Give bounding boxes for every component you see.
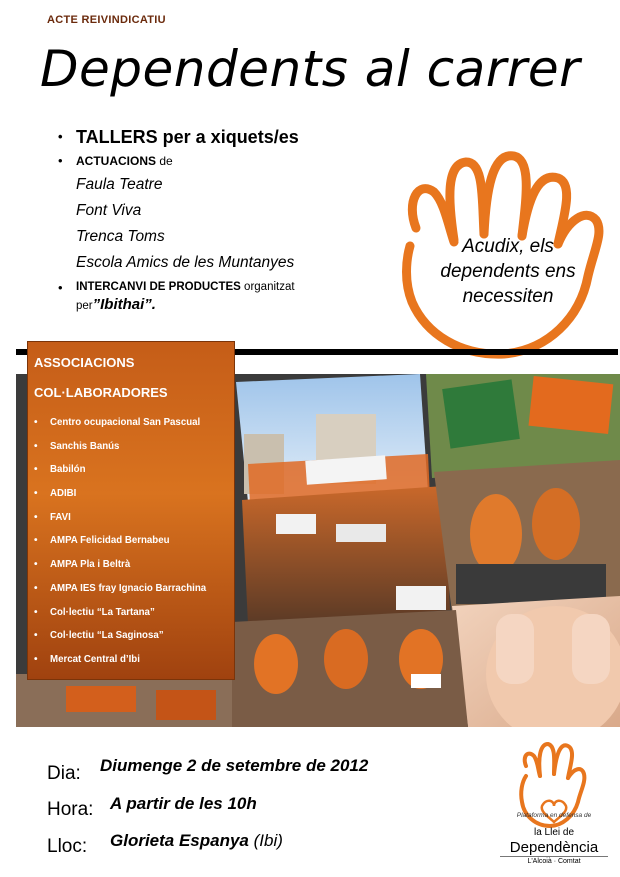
place-label: Lloc: [47, 836, 88, 857]
place-name: Glorieta Espanya [110, 831, 249, 850]
associations-heading-line: COL·LABORADORES [34, 385, 168, 400]
performer-item: Font Viva [76, 202, 142, 219]
slogan-line: Acudix, els [462, 236, 554, 257]
program-item-intercanvi [58, 276, 363, 315]
slogan-line: necessiten [462, 286, 554, 307]
program-list [58, 124, 363, 315]
date-value: Diumenge 2 de setembre de 2012 [100, 756, 369, 775]
intercanvi-label: INTERCANVI DE PRODUCTES [76, 281, 241, 293]
logo-location: L'Alcoià · Comtat [500, 856, 608, 865]
poster-title: Dependents al carrer [40, 40, 581, 98]
slogan [408, 234, 608, 309]
associations-list [30, 412, 232, 673]
association-item: • ADIBI [30, 483, 232, 507]
logo-name-line1: la Llei de [533, 827, 575, 838]
performer-item: Trenca Toms [76, 228, 165, 245]
intercanvi-suffix: organitzat per [76, 281, 295, 312]
association-item: • Col·lectiu “La Tartana” [30, 602, 232, 626]
performer-item: Escola Amics de les Muntanyes [76, 254, 295, 271]
association-item: • AMPA Felicidad Bernabeu [30, 530, 232, 554]
logo-name [500, 822, 608, 855]
associations-heading-line: ASSOCIACIONS [34, 355, 135, 370]
program-item-actuacions [58, 150, 363, 172]
association-item: • AMPA IES fray Ignacio Barrachina [30, 578, 232, 602]
intercanvi-organizer: ”Ibithai”. [92, 296, 156, 313]
association-item: • Babilón [30, 459, 232, 483]
actuacions-label: ACTUACIONS [76, 154, 156, 168]
performer-item: Faula Teatre [76, 176, 163, 193]
date-label: Dia: [47, 763, 81, 784]
slogan-line: dependents ens [440, 261, 576, 282]
logo-name-line2: Dependència [509, 839, 599, 856]
association-item: • Col·lectiu “La Saginosa” [30, 625, 232, 649]
association-item: • Mercat Central d’Ibi [30, 649, 232, 673]
place-value [110, 831, 283, 851]
association-item: • Sanchis Banús [30, 436, 232, 460]
event-type-label: ACTE REIVINDICATIU [47, 14, 166, 26]
logo-caption: Plataforma en defensa de [516, 812, 592, 819]
actuacions-suffix: de [156, 154, 173, 168]
association-item: • AMPA Pla i Beltrà [30, 554, 232, 578]
place-town: (Ibi) [248, 831, 283, 850]
associations-heading [34, 348, 234, 408]
time-label: Hora: [47, 799, 94, 820]
association-item: • Centro ocupacional San Pascual [30, 412, 232, 436]
association-item: • FAVI [30, 507, 232, 531]
program-item-tallers: • TALLERS per a xiquets/es [58, 124, 363, 150]
time-value: A partir de les 10h [110, 794, 257, 813]
